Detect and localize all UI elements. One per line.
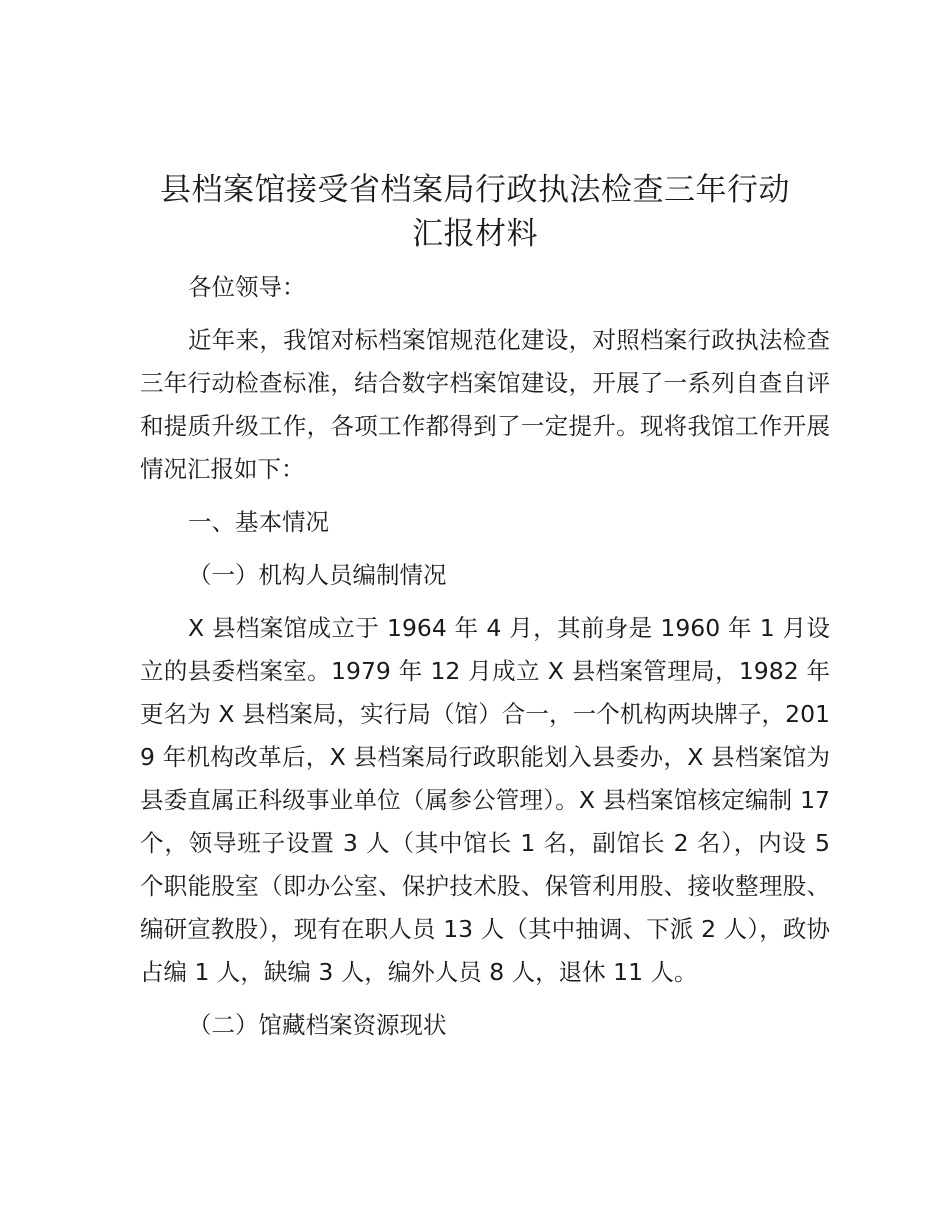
document-body: [140, 266, 830, 1047]
intro-paragraph: 近年来，我馆对标档案馆规范化建设，对照档案行政执法检查三年行动检查标准，结合数字档案馆建设，开展了一系列自查自评和提质升级工作，各项工作都得到了一定提升。现将我馆工作开展情况汇报如下：: [140, 326, 830, 483]
subsection-heading-holdings: （二）馆藏档案资源现状: [188, 1011, 447, 1039]
document-title-line-2: 汇报材料: [412, 216, 538, 252]
document-title-line-1: 县档案馆接受省档案局行政执法检查三年行动: [160, 172, 790, 208]
section-heading-basic-info: 一、基本情况: [188, 508, 329, 536]
greeting: 各位领导：: [188, 273, 306, 301]
staffing-paragraph: X 县档案馆成立于 1964 年 4 月，其前身是 1960 年 1 月设立的县委档案室。1979 年 12 月成立 X 县档案管理局，1982 年更名为 X 县档案局，实行局（馆）合一，一个机构两块牌子，2019 年机构改革后，X 县档案局行政职能划入县委办，X 县档案馆为县委直属正科级事业单位（属参公管理）。X 县档案馆核定编制 17 个，领导班子设置 3 人（其中馆长 1 名，副馆长 2 名），内设 5 个职能股室（即办公室、保护技术股、保管利用股、接收整理股、编研宣教股），现有在职人员 13 人（其中抽调、下派 2 人），政协占编 1 人，缺编 3 人，编外人员 8 人，退休 11 人。: [140, 614, 830, 986]
subsection-heading-staffing: （一）机构人员编制情况: [188, 561, 447, 589]
